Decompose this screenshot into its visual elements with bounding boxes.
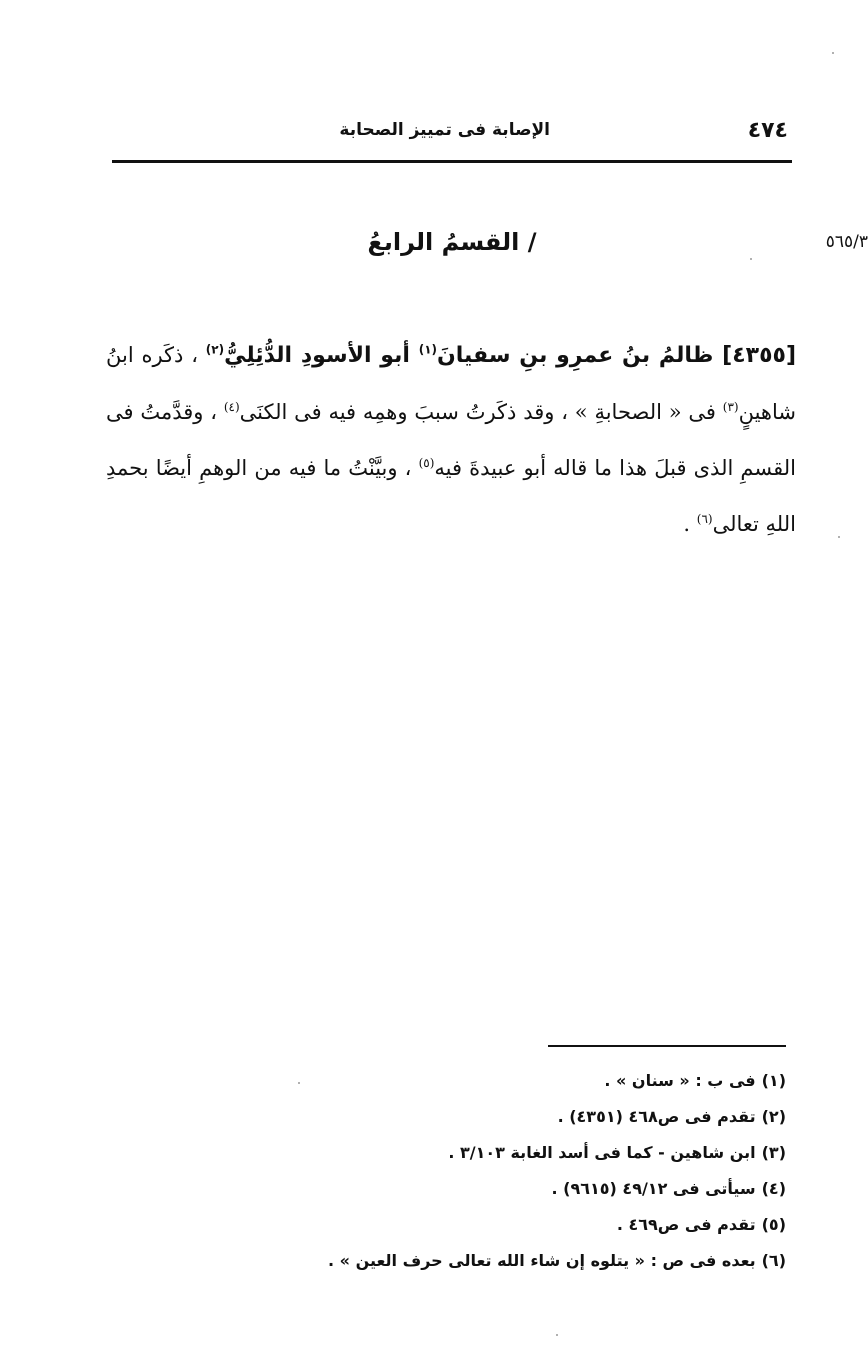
entry-kunya: أبو الأسودِ الدُّئِلِيُّ <box>224 343 419 368</box>
entry-text-1: ، ذكَره ابنُ شاهينٍ <box>106 343 796 424</box>
entry-paragraph <box>106 327 796 552</box>
scan-speck <box>556 1334 558 1336</box>
footnote-4 <box>300 1172 786 1208</box>
footnote-marker-3[interactable]: (٣) <box>722 400 739 414</box>
footnote-marker-1[interactable]: (١) <box>418 342 437 357</box>
footnote-text: تقدم فى ص٤٦٩ . <box>616 1215 756 1234</box>
footnote-1 <box>300 1064 786 1100</box>
entry-number-name: [٤٣٥٥] ظالمُ بنُ عمرِو بنِ سفيانَ <box>437 343 796 368</box>
footnote-3 <box>300 1136 786 1172</box>
scan-speck <box>832 52 834 54</box>
entry-head <box>206 343 796 368</box>
footnote-text: بعده فى ص : « يتلوه إن شاء الله تعالى حرف العين » . <box>328 1251 756 1270</box>
scan-speck <box>750 258 752 260</box>
running-header <box>112 116 792 150</box>
entry-text-4: ، وبيَّنْتُ ما فيه من الوهمِ أيضًا بحمدِ اللهِ تعالى <box>106 456 796 536</box>
footnote-marker-2[interactable]: (٢) <box>205 342 225 357</box>
page-number: ٤٧٤ <box>747 118 788 143</box>
margin-reference: ٥٦٥/٣ <box>825 232 868 252</box>
footnote-number: (٢) <box>761 1107 786 1126</box>
entry-text-3: ، وقدَّمتُ فى القسمِ الذى قبلَ هذا ما قاله أبو عبيدةَ فيه <box>106 400 796 480</box>
scan-speck <box>298 1082 300 1084</box>
entry-text-2: فى « الصحابةِ » ، وقد ذكَرتُ سببَ وهمِه فيه فى الكنَى <box>239 400 723 424</box>
footnote-marker-4[interactable]: (٤) <box>223 400 240 414</box>
footnote-2 <box>300 1100 786 1136</box>
footnote-marker-5[interactable]: (٥) <box>418 456 435 470</box>
footnotes-list <box>300 1064 786 1280</box>
footnote-rule <box>548 1045 786 1047</box>
book-title: الإصابة فى تمييز الصحابة <box>339 120 550 140</box>
footnote-number: (٥) <box>761 1215 786 1234</box>
footnote-text: تقدم فى ص٤٦٨ (٤٣٥١) . <box>557 1107 756 1126</box>
footnote-text: سيأتى فى ٤٩/١٢ (٩٦١٥) . <box>551 1179 756 1198</box>
scan-speck <box>838 536 840 538</box>
footnote-text: فى ب : « سنان » . <box>604 1071 756 1090</box>
footnote-number: (٦) <box>761 1251 786 1270</box>
footnote-number: (٣) <box>761 1143 786 1162</box>
footnote-6 <box>300 1244 786 1280</box>
footnote-number: (٤) <box>761 1179 786 1198</box>
footnote-marker-6[interactable]: (٦) <box>696 512 713 526</box>
section-heading: / القسمُ الرابعُ <box>367 228 537 256</box>
footnote-5 <box>300 1208 786 1244</box>
header-rule <box>112 160 792 163</box>
footnote-text: ابن شاهين - كما فى أسد الغابة ٣/١٠٣ . <box>448 1143 756 1162</box>
footnote-number: (١) <box>761 1071 786 1090</box>
entry-text-5: . <box>683 512 697 536</box>
